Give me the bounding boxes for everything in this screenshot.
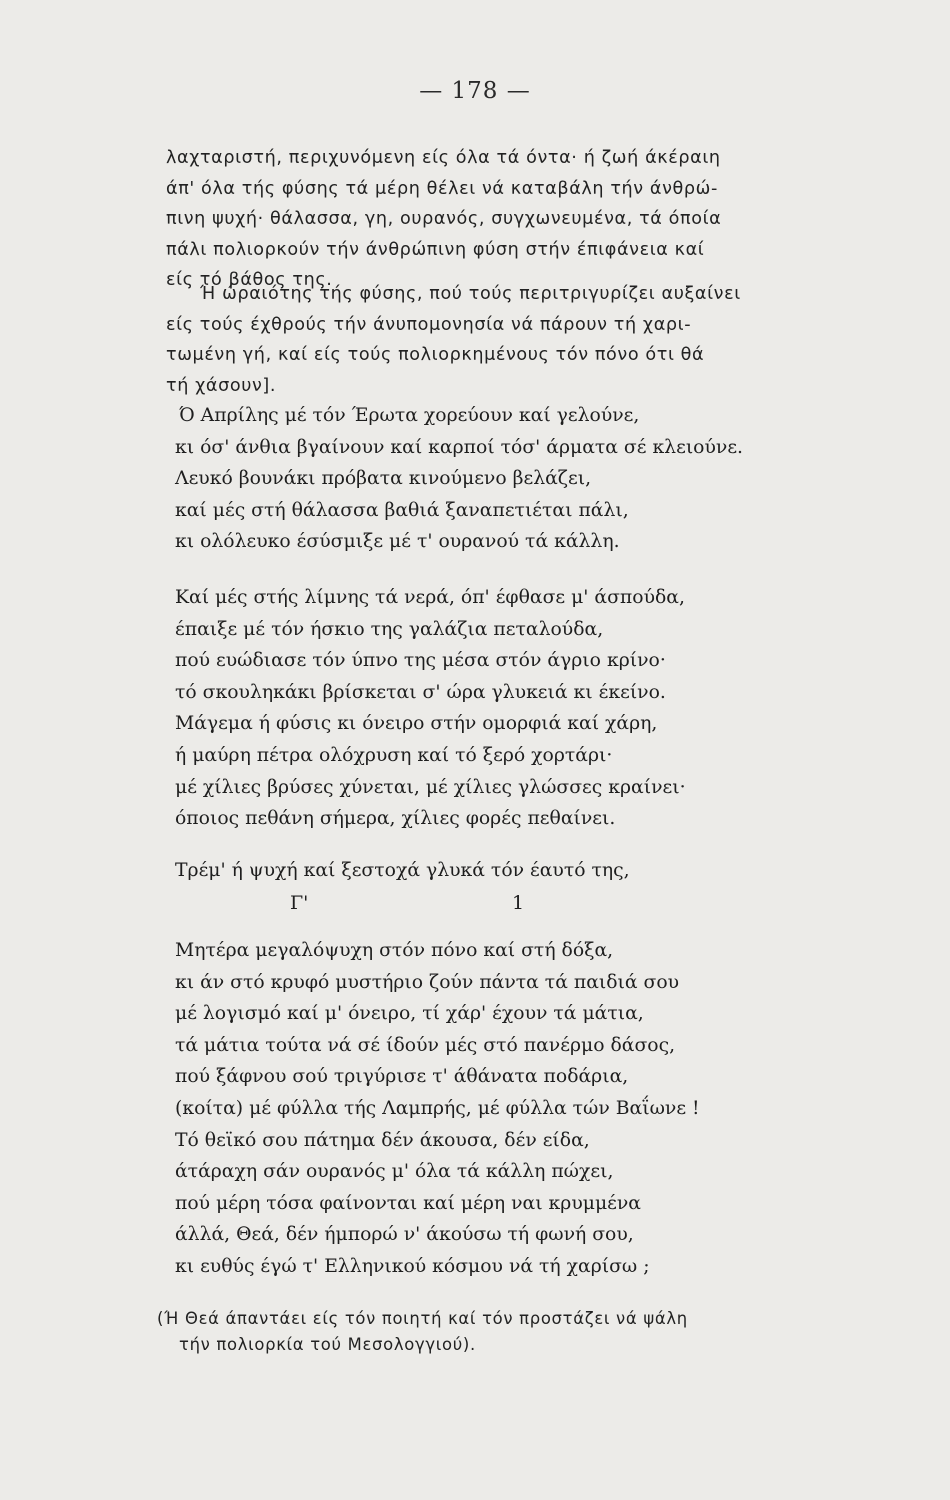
prose-line: τή χάσουν]. <box>166 375 277 396</box>
prose-line: πινη ψυχή· θάλασσα, γη, ουρανός, συγχωνευμένα, τά όποία <box>166 209 722 229</box>
verse-line: έπαιξε μέ τόν ήσκιο της γαλάζια πεταλούδα, <box>175 618 604 640</box>
prose-line: λαχταριστή, περιχυνόμενη είς όλα τά όντα· ή ζωή άκέραιη <box>166 148 721 168</box>
verse-line: μέ λογισμό καί μ' όνειρο, τί χάρ' έχουν τά μάτια, <box>175 1003 644 1025</box>
bleed-through-text <box>100 188 105 208</box>
stanza-2 <box>175 582 875 835</box>
prose-line: Ή ώραιότης τής φύσης, πού τούς περιτριγυρίζει αυξαίνει <box>200 284 741 304</box>
verse-line: Καί μές στής λίμνης τά νερά, όπ' έφθασε μ' άσπούδα, <box>175 587 685 608</box>
prose-line: τωμένη γή, καί είς τούς πολιορκημένους τόν πόνο ότι θά <box>166 345 705 365</box>
verse-line: όποιος πεθάνη σήμερα, χίλιες φορές πεθαίνει. <box>175 808 616 830</box>
verse-line: πού ευώδιασε τόν ύπνο της μέσα στόν άγριο κρίνο· <box>175 650 666 672</box>
note-line: (Ή Θεά άπαντάει είς τόν ποιητή καί τόν προστάζει νά ψάλη <box>157 1309 688 1328</box>
verse-line: Ό Απρίλης μέ τόν Έρωτα χορεύουν καί γελούνε, <box>179 405 640 426</box>
note-line: τήν πολιορκία τού Μεσολογγιού). <box>179 1335 476 1354</box>
prose-line: είς τούς έχθρούς τήν άνυπομονησία νά πάρουν τή χαρι- <box>166 314 692 335</box>
verse-line: άτάραχη σάν ουρανός μ' όλα τά κάλλη πώχει, <box>175 1161 614 1183</box>
stanza-1 <box>175 400 875 558</box>
verse-line: Τό θεϊκό σου πάτημα δέν άκουσα, δέν είδα, <box>175 1129 590 1151</box>
verse-line: (κοίτα) μέ φύλλα τής Λαμπρής, μέ φύλλα τών Βαΐωνε ! <box>175 1097 700 1119</box>
prose-paragraph-2 <box>166 279 866 401</box>
section-letter: Γ' <box>290 892 309 914</box>
verse-line: μέ χίλιες βρύσες χύνεται, μέ χίλιες γλώσσες κραίνει· <box>175 776 686 798</box>
stanza-4 <box>175 935 875 1283</box>
verse-line: άλλά, Θεά, δέν ήμπορώ ν' άκούσω τή φωνή σου, <box>175 1224 634 1246</box>
verse-line: κι ευθύς έγώ τ' Ελληνικού κόσμου νά τή χαρίσω ; <box>175 1255 650 1277</box>
verse-line: τά μάτια τούτα νά σέ ίδούν μές στό πανέρμο δάσος, <box>175 1034 676 1056</box>
verse-line: πού ξάφνου σού τριγύρισε τ' άθάνατα ποδάρια, <box>175 1066 629 1088</box>
verse-line: Τρέμ' ή ψυχή καί ξεστοχά γλυκά τόν έαυτό της, <box>175 860 630 881</box>
prose-line: είς τό βάθος της. <box>166 270 333 290</box>
verse-line: κι άν στό κρυφό μυστήριο ζούν πάντα τά παιδιά σου <box>175 971 680 993</box>
verse-line: τό σκουληκάκι βρίσκεται σ' ώρα γλυκειά κι έκείνο. <box>175 681 666 703</box>
verse-line: κι ολόλευκο έσύσμιξε μέ τ' ουρανού τά κάλλη. <box>175 531 620 553</box>
section-number: 1 <box>512 892 525 914</box>
verse-line: Λευκό βουνάκι πρόβατα κινούμενο βελάζει, <box>175 468 592 490</box>
verse-line: κι όσ' άνθια βγαίνουν καί καρποί τόσ' άρματα σέ κλειούνε. <box>175 436 744 458</box>
prose-line: πάλι πολιορκούν τήν άνθρώπινη φύση στήν έπιφάνεια καί <box>166 239 705 260</box>
verse-line: Μητέρα μεγαλόψυχη στόν πόνο καί στή δόξα, <box>175 940 614 961</box>
verse-line: πού μέρη τόσα φαίνονται καί μέρη ναι κρυμμένα <box>175 1192 641 1214</box>
stanza-3 <box>175 855 875 887</box>
prose-paragraph-1 <box>166 143 866 296</box>
page-number: — 178 — <box>419 78 531 104</box>
verse-line: ή μαύρη πέτρα ολόχρυση καί τό ξερό χορτάρι· <box>175 744 613 766</box>
prose-line: άπ' όλα τής φύσης τά μέρη θέλει νά καταβάλη τήν άνθρώ- <box>166 178 718 199</box>
verse-line: Μάγεμα ή φύσις κι όνειρο στήν ομορφιά καί χάρη, <box>175 713 658 735</box>
editorial-note <box>157 1306 877 1358</box>
verse-line: καί μές στή θάλασσα βαθιά ξαναπετιέται πάλι, <box>175 499 629 521</box>
